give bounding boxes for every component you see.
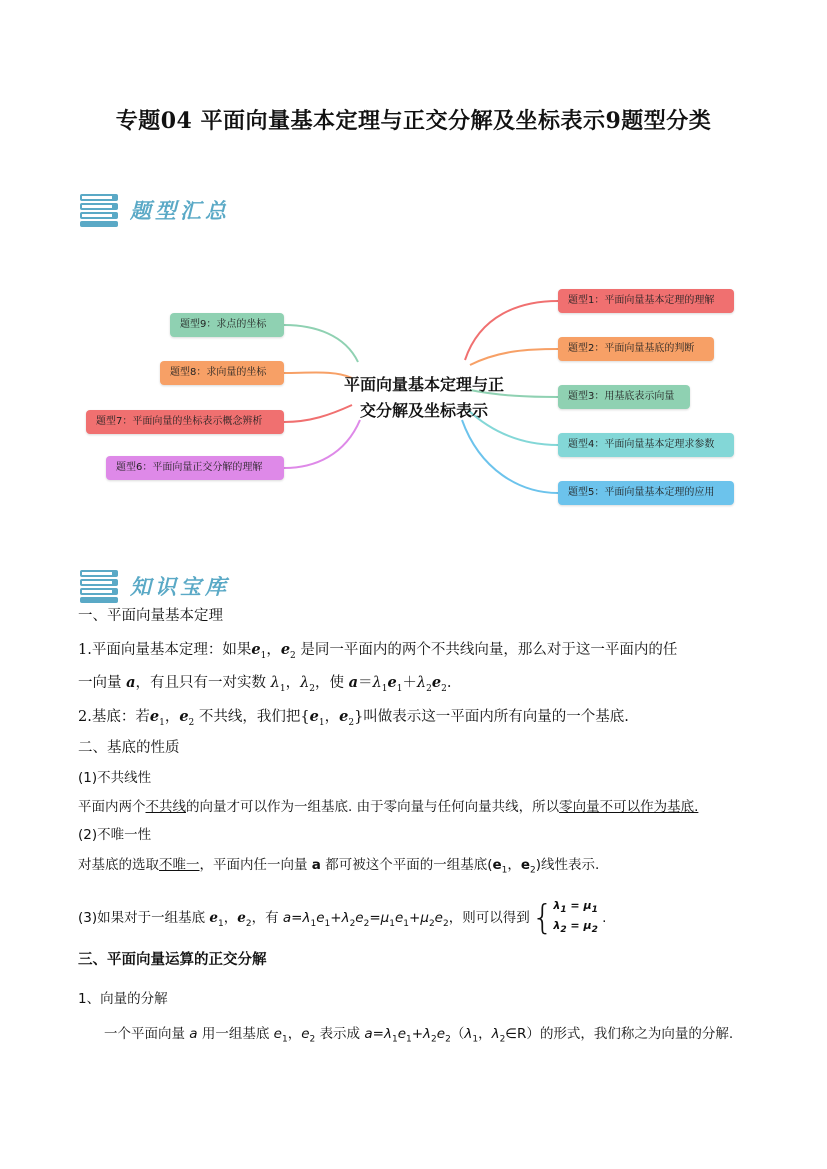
- section-label: 知识宝库: [130, 575, 230, 599]
- mind-map-center: [330, 372, 518, 424]
- node-type-7: 题型7：平面向量的坐标表示概念辨析: [86, 410, 284, 434]
- books-icon: [78, 568, 122, 604]
- subheading-vector-decomposition: 1、向量的分解: [78, 991, 168, 1007]
- text: 的向量才可以作为一组基底. 由于零向量与任何向量共线，所以: [186, 799, 560, 815]
- text: ，有且只有一对实数: [135, 675, 267, 691]
- equation-system: { $\lambda_1 = \mu_1$ $\lambda_2 = \mu_2$: [531, 898, 598, 939]
- page-title: 专题04 平面向量基本定理与正交分解及坐标表示9题型分类: [115, 108, 712, 134]
- paragraph-basis: 2.基底：若$e_1$，$e_2$ 不共线，我们把{$e_1$，$e_2$}叫做表示这一平面内所有向量的一个基底.: [78, 708, 629, 728]
- text: ，则可以得到: [448, 910, 530, 927]
- text: ，使: [315, 675, 344, 691]
- text: )线性表示.: [535, 857, 600, 873]
- node-type-1: 题型1：平面向量基本定理的理解: [558, 289, 734, 313]
- text: 一向量: [78, 675, 122, 691]
- text: 都可被这个平面的一组基底(: [325, 857, 493, 873]
- underlined-text: 零向量不可以作为基底.: [559, 799, 699, 815]
- text: 1.平面向量基本定理：如果: [78, 642, 252, 658]
- books-icon: [78, 192, 122, 228]
- node-type-8: 题型8：求向量的坐标: [160, 361, 284, 385]
- paragraph-theorem-1: 1.平面向量基本定理：如果$e_1$，$e_2$ 是同一平面内的两个不共线向量，那么对于这一平面内的任: [78, 641, 678, 661]
- subheading-noncollinear: (1)不共线性: [78, 770, 152, 786]
- node-type-9: 题型9：求点的坐标: [170, 313, 284, 337]
- paragraph-noncollinear: [78, 797, 758, 817]
- section-label: 题型汇总: [130, 199, 230, 223]
- text: 表示成: [319, 1026, 361, 1042]
- text: 一个平面向量: [104, 1026, 185, 1042]
- text: 平面内两个: [78, 799, 146, 815]
- text: 用一组基底: [201, 1026, 270, 1042]
- paragraph-theorem-2: 一向量 a，有且只有一对实数 $\lambda_1$，$\lambda_2$，使 $a=\lambda_1e_1+\lambda_2e_2$.: [78, 674, 452, 694]
- mind-map: [0, 270, 827, 530]
- text: 对基底的选取: [78, 857, 159, 873]
- node-type-4: 题型4：平面向量基本定理求参数: [558, 433, 734, 457]
- section-header-knowledge: [78, 566, 230, 606]
- underlined-text: 不共线: [145, 799, 186, 815]
- text: ，有: [251, 910, 279, 927]
- node-type-2: 题型2：平面向量基底的判断: [558, 337, 714, 361]
- heading-theorem: 一、平面向量基本定理: [78, 608, 223, 624]
- text: 2.基底：若: [78, 709, 150, 725]
- node-type-3: 题型3：用基底表示向量: [558, 385, 690, 409]
- paragraph-nonunique: 对基底的选取不唯一，平面内任一向量 a 都可被这个平面的一组基底($e_1$，$e_2$)线性表示.: [78, 857, 600, 876]
- text: ，平面内任一向量: [199, 857, 308, 873]
- center-line-1: 平面向量基本定理与正: [343, 375, 504, 394]
- paragraph-unique-coefficients: (3)如果对于一组基底 $e_1$，$e_2$，有 $a=\lambda_1e_1+\lambda_2e_2=\mu_1e_1+\mu_2e_2$，则可以得到 { $\lambda_1 = \mu_1$ $\lambda_2 = \mu_2$ .: [78, 898, 607, 939]
- node-type-6: 题型6：平面向量正交分解的理解: [106, 456, 284, 480]
- section-header-summary: [78, 190, 230, 230]
- heading-basis-properties: 二、基底的性质: [78, 740, 180, 756]
- text: .: [602, 910, 607, 927]
- subheading-nonunique: (2)不唯一性: [78, 827, 152, 843]
- paragraph-vector-decomposition: 一个平面向量 a 用一组基底 $e_1$，$e_2$ 表示成 $a=\lambda_1e_1+\lambda_2e_2(\lambda_1$，$\lambda_2\in R$）的形式，我们称之为向量的分解.: [104, 1026, 734, 1045]
- node-type-5: 题型5：平面向量基本定理的应用: [558, 481, 734, 505]
- center-line-2: 交分解及坐标表示: [359, 401, 488, 420]
- text: (3)如果对于一组基底: [78, 910, 206, 927]
- text: }叫做表示这一平面内所有向量的一个基底.: [354, 709, 629, 725]
- text: 不共线，我们把{: [198, 709, 310, 725]
- heading-orthogonal-decomposition: 三、平面向量运算的正交分解: [78, 951, 267, 968]
- text: 是同一平面内的两个不共线向量，那么对于这一平面内的任: [300, 642, 678, 658]
- underlined-text: 不唯一: [159, 857, 200, 873]
- text: 的形式，我们称之为向量的分解.: [539, 1026, 734, 1042]
